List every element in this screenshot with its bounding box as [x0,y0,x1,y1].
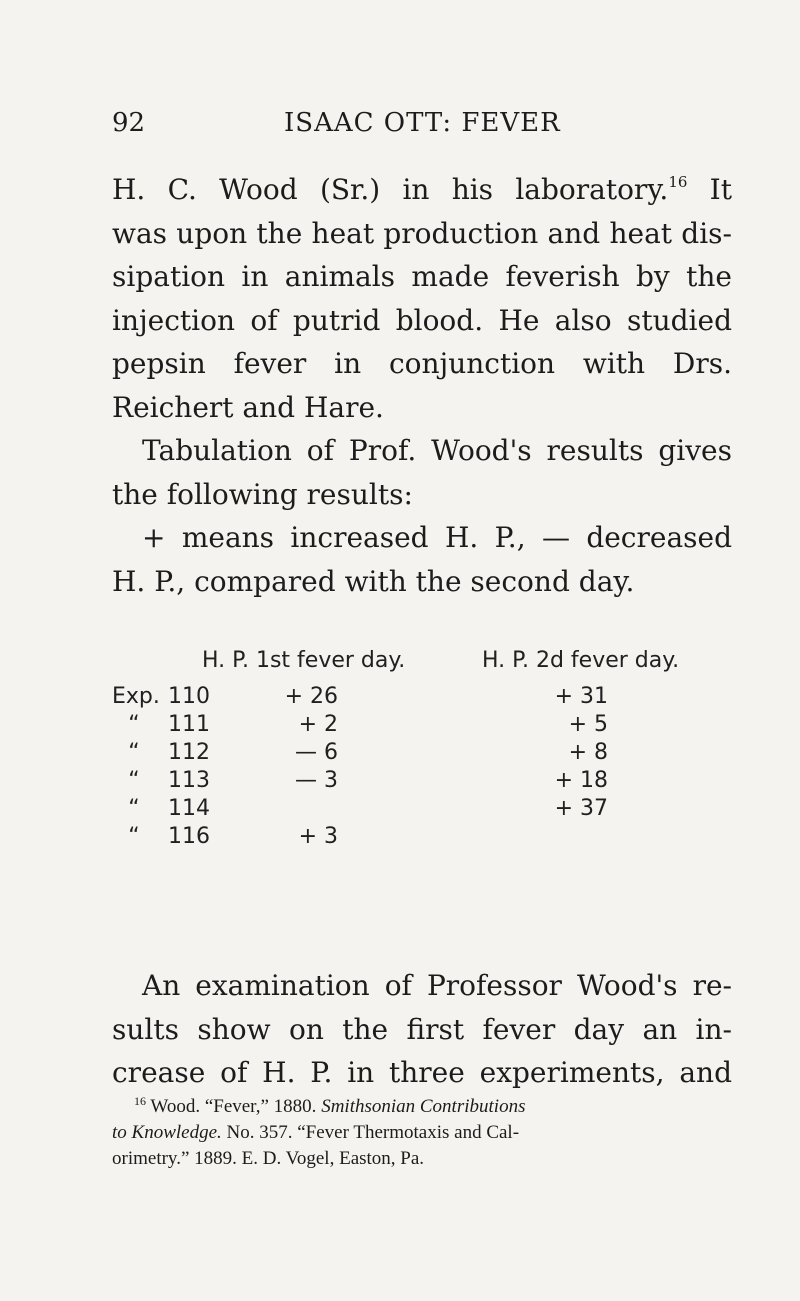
footnote-line-2 [112,1120,732,1146]
paragraph-1 [112,168,732,429]
page-number: 92 [112,108,146,138]
second-day-value: + 37 [554,796,608,821]
experiment-number: 112 [168,740,210,765]
page-header [112,108,732,148]
table-row [112,712,732,740]
ditto-mark: “ [128,740,140,765]
first-day-value: — 3 [295,768,338,793]
column-header-second-day: H. P. 2d fever day. [482,648,680,673]
second-day-value: + 8 [568,740,608,765]
paragraph-2 [112,429,732,516]
paragraph-1-line-5: pepsin fever in conjunction with Drs. [112,347,732,380]
experiment-number: 111 [168,712,210,737]
paragraph-1-line-6: Reichert and Hare. [112,390,384,424]
experiment-number: 116 [168,824,210,849]
row-label: Exp. [112,684,160,709]
paragraph-1-line-3: sipation in animals made feverish by the [112,260,732,293]
publication-title-cont: to Knowledge. [112,1122,222,1143]
body-text [112,168,732,603]
table-row [112,684,732,712]
ditto-mark: “ [128,712,140,737]
row-label-ditto [112,740,164,765]
ditto-mark: “ [128,768,140,793]
experiment-number: 110 [168,684,210,709]
row-label-ditto [112,712,164,737]
table-row [112,796,732,824]
ditto-mark: “ [128,824,140,849]
paragraph-4-line-1: An examination of Professor Wood's re- [142,969,732,1002]
first-day-value: + 2 [298,712,338,737]
body-text-continued [112,964,732,1095]
second-day-value: + 31 [554,684,608,709]
text-span: It [687,173,732,206]
row-label-ditto [112,768,164,793]
footnote-number: 16 [134,1094,146,1108]
text-span: Wood. “Fever,” 1880. [146,1096,322,1117]
paragraph-4-line-3: crease of H. P. in three experiments, and [112,1056,732,1089]
experiment-number: 114 [168,796,210,821]
footnote-line-1 [112,1094,732,1120]
experiment-number: 113 [168,768,210,793]
footnote [112,1094,732,1172]
paragraph-1-line-4: injection of putrid blood. He also studied [112,303,732,337]
ditto-mark: “ [128,796,140,821]
second-day-value: + 18 [554,768,608,793]
row-label-ditto [112,824,164,849]
publication-title: Smithsonian Contributions [321,1096,526,1117]
text-span: H. C. Wood (Sr.) in his laboratory. [112,173,669,206]
first-day-value: — 6 [295,740,338,765]
paragraph-1-line-2: was upon the heat production and heat dis- [112,216,732,250]
column-header-first-day: H. P. 1st fever day. [202,648,406,673]
table-row [112,740,732,768]
table-row [112,768,732,796]
running-title: ISAAC OTT: FEVER [284,108,561,138]
heat-production-table [112,648,732,852]
paragraph-3-line-1: + means increased H. P., — decreased [142,521,732,554]
footnote-line-3: orimetry.” 1889. E. D. Vogel, Easton, Pa. [112,1148,425,1169]
second-day-value: + 5 [568,712,608,737]
paragraph-3-line-2: H. P., compared with the second day. [112,564,635,598]
footnote-reference: 16 [668,173,688,191]
first-day-value: + 3 [298,824,338,849]
paragraph-3 [112,516,732,603]
paragraph-1-line-1 [112,168,732,212]
table-row [112,824,732,852]
paragraph-4-line-2: sults show on the first fever day an in- [112,1012,732,1046]
paragraph-2-line-1: Tabulation of Prof. Wood's results gives [142,434,732,467]
row-label-ditto [112,796,164,821]
paragraph-4 [112,964,732,1095]
text-span: No. 357. “Fever Thermotaxis and Cal- [221,1122,520,1143]
paragraph-2-line-2: the following results: [112,477,413,511]
table-header-row [112,648,732,684]
first-day-value: + 26 [284,684,338,709]
